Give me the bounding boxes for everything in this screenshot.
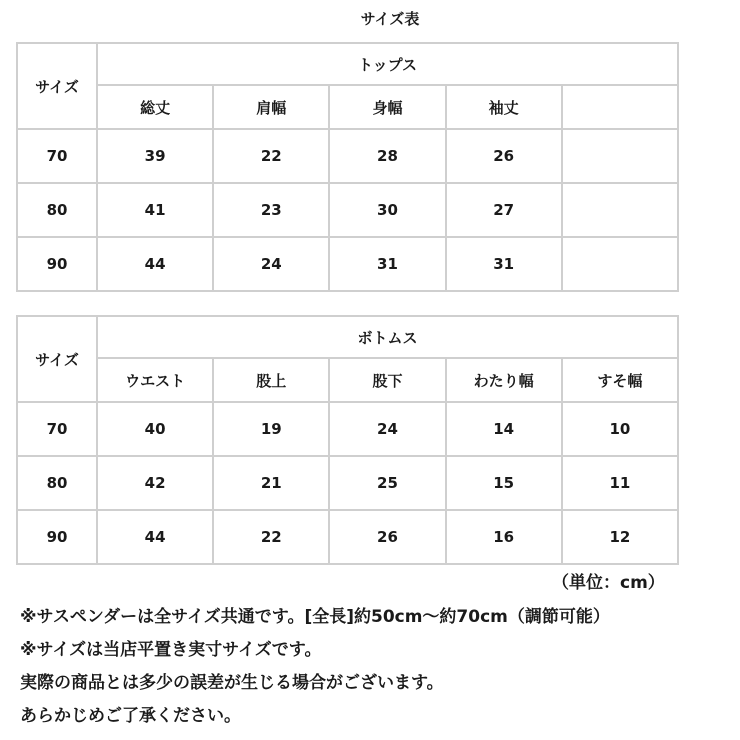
measurement-cell: 31 — [329, 237, 445, 291]
table-row — [17, 510, 678, 564]
bottoms-col-header: わたり幅 — [446, 358, 562, 402]
tops-col-header: 身幅 — [329, 85, 445, 129]
measurement-cell: 24 — [213, 237, 329, 291]
measurement-cell: 22 — [213, 129, 329, 183]
table-row — [17, 183, 678, 237]
measurement-cell: 40 — [97, 402, 213, 456]
measurement-cell — [562, 237, 678, 291]
size-cell: 90 — [17, 237, 97, 291]
measurement-cell: 25 — [329, 456, 445, 510]
tops-col-header: 総丈 — [97, 85, 213, 129]
note-line: ※サイズは当店平置き実寸サイズです。 — [20, 640, 322, 660]
tops-col-header — [562, 85, 678, 129]
table-row — [17, 402, 678, 456]
unit-note: （単位：cm） — [552, 573, 665, 593]
bottoms-col-header: すそ幅 — [562, 358, 678, 402]
measurement-cell: 12 — [562, 510, 678, 564]
measurement-cell: 16 — [446, 510, 562, 564]
tops-col-header: 袖丈 — [446, 85, 562, 129]
bottoms-col-header: ウエスト — [97, 358, 213, 402]
tops-size-table — [16, 42, 679, 292]
measurement-cell: 11 — [562, 456, 678, 510]
bottoms-col-header: 股上 — [213, 358, 329, 402]
page-title: サイズ表 — [360, 10, 420, 28]
measurement-cell: 27 — [446, 183, 562, 237]
measurement-cell: 39 — [97, 129, 213, 183]
measurement-cell: 30 — [329, 183, 445, 237]
measurement-cell: 44 — [97, 237, 213, 291]
measurement-cell: 41 — [97, 183, 213, 237]
measurement-cell: 31 — [446, 237, 562, 291]
tops-group-header: トップス — [97, 43, 678, 85]
measurement-cell: 24 — [329, 402, 445, 456]
size-cell: 70 — [17, 402, 97, 456]
measurement-cell: 44 — [97, 510, 213, 564]
table-row — [17, 129, 678, 183]
measurement-cell: 15 — [446, 456, 562, 510]
note-line: ※サスペンダーは全サイズ共通です。[全長]約50cm〜約70cm（調節可能） — [20, 607, 610, 627]
bottoms-group-header: ボトムス — [97, 316, 678, 358]
bottoms-size-table — [16, 315, 679, 565]
measurement-cell: 42 — [97, 456, 213, 510]
note-line: 実際の商品とは多少の誤差が生じる場合がございます。 — [20, 673, 444, 693]
measurement-cell: 26 — [446, 129, 562, 183]
table-row — [17, 237, 678, 291]
measurement-cell: 22 — [213, 510, 329, 564]
size-cell: 90 — [17, 510, 97, 564]
size-cell: 70 — [17, 129, 97, 183]
measurement-cell: 19 — [213, 402, 329, 456]
measurement-cell — [562, 129, 678, 183]
note-line: あらかじめご了承ください。 — [20, 706, 241, 726]
measurement-cell: 21 — [213, 456, 329, 510]
bottoms-size-header: サイズ — [17, 316, 97, 402]
notes — [20, 601, 735, 733]
tops-size-header: サイズ — [17, 43, 97, 129]
table-row — [17, 456, 678, 510]
tops-col-header: 肩幅 — [213, 85, 329, 129]
measurement-cell: 14 — [446, 402, 562, 456]
measurement-cell — [562, 183, 678, 237]
measurement-cell: 23 — [213, 183, 329, 237]
measurement-cell: 10 — [562, 402, 678, 456]
bottoms-col-header: 股下 — [329, 358, 445, 402]
measurement-cell: 26 — [329, 510, 445, 564]
size-cell: 80 — [17, 183, 97, 237]
measurement-cell: 28 — [329, 129, 445, 183]
size-cell: 80 — [17, 456, 97, 510]
